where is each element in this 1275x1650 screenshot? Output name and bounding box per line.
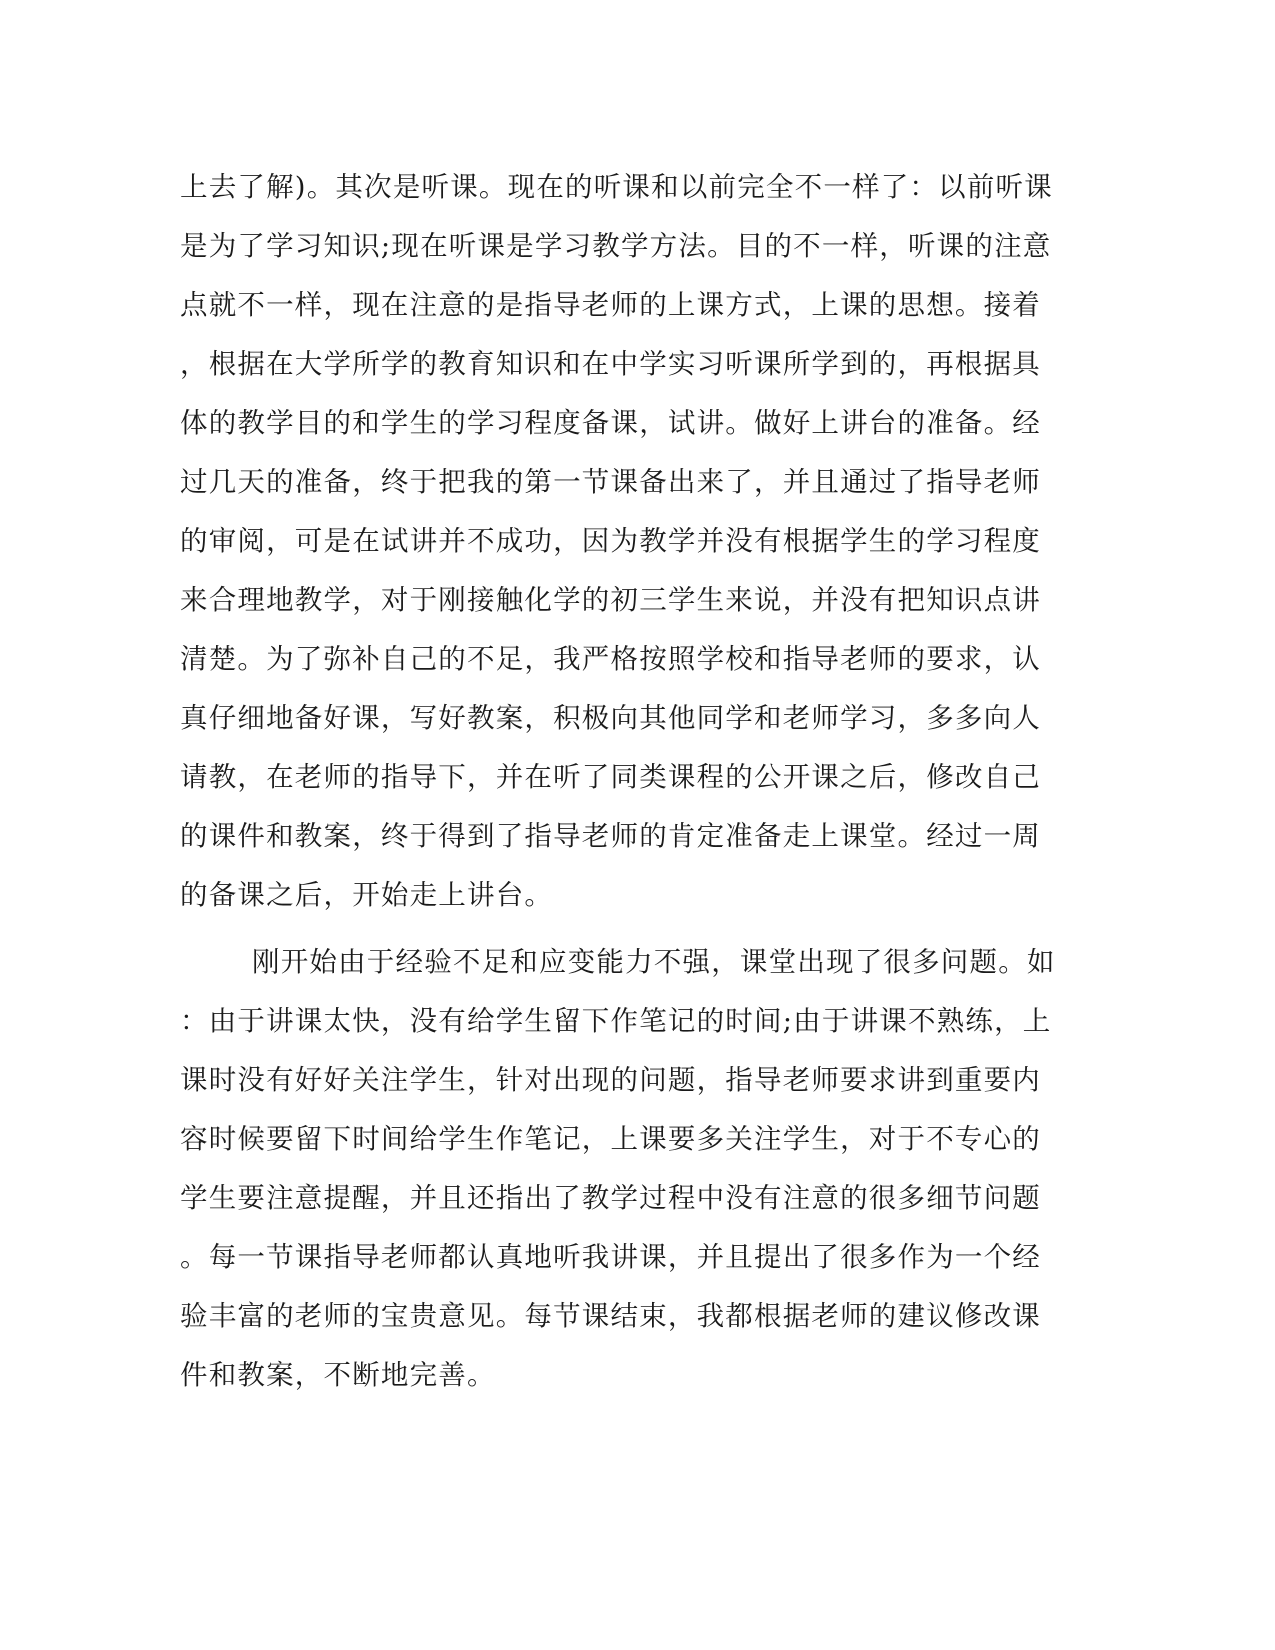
text-line: 的备课之后，开始走上讲台。 <box>180 879 554 911</box>
document-body <box>180 158 1060 1405</box>
text-line: 上去了解)。其次是听课。现在的听课和以前完全不一样了：以前听课 <box>180 171 1053 203</box>
text-line: 的审阅，可是在试讲并不成功，因为教学并没有根据学生的学习程度 <box>180 525 1041 557</box>
text-line: 来合理地教学，对于刚接触化学的初三学生来说，并没有把知识点讲 <box>180 584 1041 616</box>
text-line: 清楚。为了弥补自己的不足，我严格按照学校和指导老师的要求，认 <box>180 643 1041 675</box>
paragraph-1 <box>180 158 1060 925</box>
paragraph-2 <box>180 933 1060 1405</box>
text-line: 体的教学目的和学生的学习程度备课，试讲。做好上讲台的准备。经 <box>180 407 1041 439</box>
text-line: 学生要注意提醒，并且还指出了教学过程中没有注意的很多细节问题 <box>180 1182 1041 1214</box>
paragraph-gap <box>180 925 1060 933</box>
text-line: 刚开始由于经验不足和应变能力不强，课堂出现了很多问题。如 <box>252 946 1056 978</box>
text-line: 。每一节课指导老师都认真地听我讲课，并且提出了很多作为一个经 <box>180 1241 1041 1273</box>
text-line: 是为了学习知识;现在听课是学习教学方法。目的不一样，听课的注意 <box>180 230 1052 262</box>
text-line: 容时候要留下时间给学生作笔记，上课要多关注学生，对于不专心的 <box>180 1123 1041 1155</box>
text-line: ，根据在大学所学的教育知识和在中学实习听课所学到的，再根据具 <box>180 348 1041 380</box>
text-line: 真仔细地备好课，写好教案，积极向其他同学和老师学习，多多向人 <box>180 702 1041 734</box>
text-line: 请教，在老师的指导下，并在听了同类课程的公开课之后，修改自己 <box>180 761 1041 793</box>
text-line: 过几天的准备，终于把我的第一节课备出来了，并且通过了指导老师 <box>180 466 1041 498</box>
text-line: ：由于讲课太快，没有给学生留下作笔记的时间;由于讲课不熟练，上 <box>180 1005 1052 1037</box>
text-line: 件和教案，不断地完善。 <box>180 1359 496 1391</box>
text-line: 验丰富的老师的宝贵意见。每节课结束，我都根据老师的建议修改课 <box>180 1300 1041 1332</box>
text-line: 的课件和教案，终于得到了指导老师的肯定准备走上课堂。经过一周 <box>180 820 1041 852</box>
text-line: 点就不一样，现在注意的是指导老师的上课方式，上课的思想。接着 <box>180 289 1041 321</box>
text-line: 课时没有好好关注学生，针对出现的问题，指导老师要求讲到重要内 <box>180 1064 1041 1096</box>
